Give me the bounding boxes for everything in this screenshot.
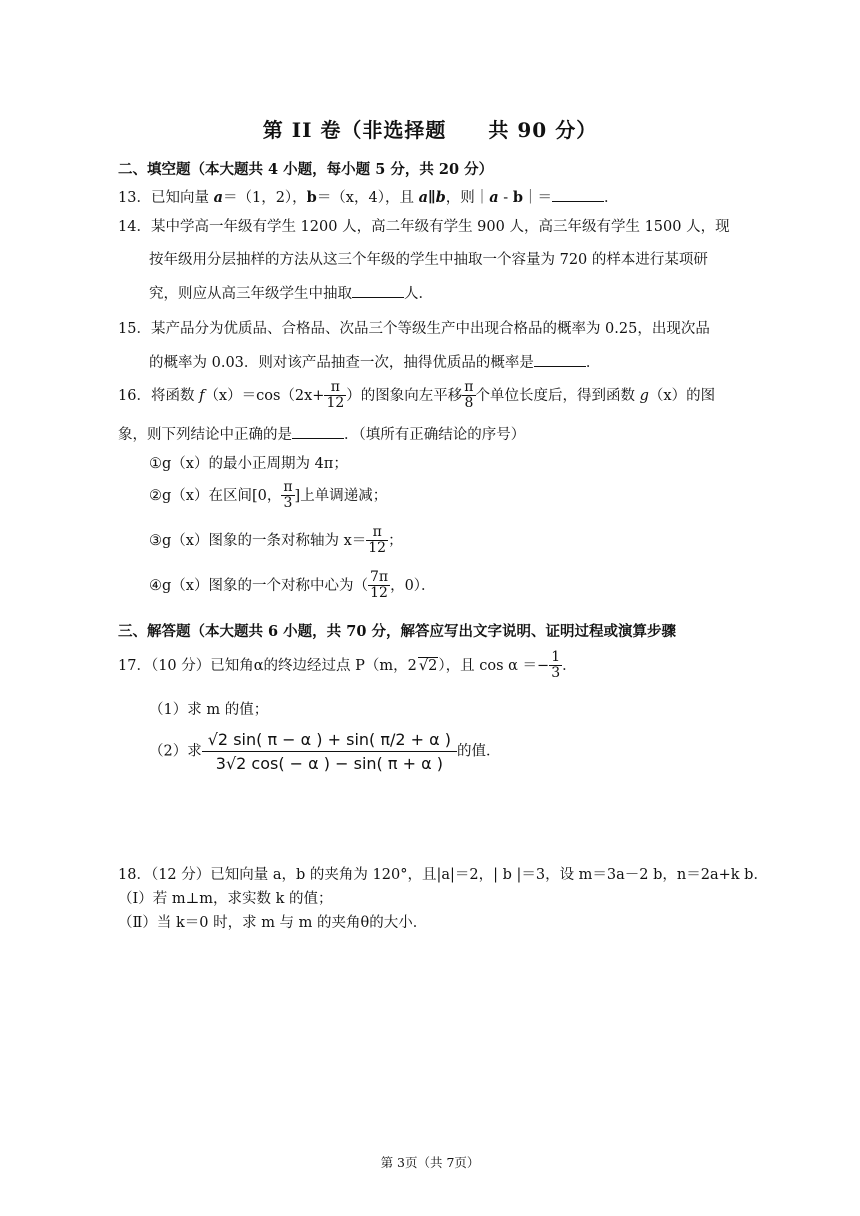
q16-frac1-num: π <box>324 380 346 396</box>
q17-expression <box>202 728 457 775</box>
q13-answer-blank[interactable] <box>552 187 604 202</box>
page-footer: 第 3页（共 7页） <box>380 1155 480 1170</box>
q16-opt2b: ]上单调递减； <box>294 487 388 504</box>
q16-opt2-frac <box>281 480 294 512</box>
q16-p4: 个单位长度后，得到函数 <box>475 387 640 404</box>
q17-expression-denominator: 3√2 cos( − α ) − sin( π + α ) <box>215 754 443 773</box>
q16-g: g <box>639 387 649 404</box>
question-13 <box>118 186 618 207</box>
q17-sqrt-value: 2 <box>428 657 438 674</box>
q16-opt3-den: 12 <box>368 540 387 557</box>
q17-sub1: （1）求 m 的值； <box>149 702 269 718</box>
q16-opt3a: ③g（x）图象的一条对称轴为 x＝ <box>149 532 367 549</box>
q15-answer-blank[interactable] <box>534 352 586 367</box>
q16-opt3-frac <box>366 525 388 557</box>
q13-prefix: 13．已知向量 <box>118 190 214 206</box>
q13-b: b <box>512 189 523 206</box>
q13-tail: ｜＝ <box>522 190 552 206</box>
q13-vector-a: a <box>213 189 223 206</box>
q16-p5: （x）的图 <box>648 387 716 404</box>
q16-opt4b: ，0）． <box>390 577 436 594</box>
q16-option4 <box>149 570 436 602</box>
q15-line2 <box>149 351 600 372</box>
q14-line2: 按年级用分层抽样的方法从这三个年级的学生中抽取一个容量为 720 的样本进行某项研 <box>149 252 708 268</box>
q16-opt2-den: 3 <box>283 495 293 512</box>
q16-opt4-frac <box>368 570 390 602</box>
q16-frac2-num: π <box>464 379 474 395</box>
q13-eq1: ＝（1，2）， <box>222 190 307 206</box>
q17-frac-den: 3 <box>551 665 561 682</box>
q17-frac <box>549 650 562 682</box>
q16-line2b: ．（填所有正确结论的序号） <box>344 427 526 443</box>
q14-line3b: 人． <box>404 286 433 302</box>
q16-opt4-den: 12 <box>370 585 388 602</box>
q17-p1: 17．（10 分）已知角α的终边经过点 P（m，2 <box>118 657 417 674</box>
q16-option3 <box>149 525 403 557</box>
q13-eq2: ＝（x，4），且 <box>316 190 419 206</box>
q18-line1: 18．（12 分）已知向量 a，b 的夹角为 120°，且|a|＝2，| b |＝3，设 m＝3a－2 b，n＝2a+k b． <box>118 867 768 883</box>
q16-line1 <box>118 380 715 412</box>
q17-sqrt: √2 <box>418 657 438 674</box>
q17-p3: ． <box>562 657 577 674</box>
q15-line2a: 的概率为 0.03．则对该产品抽查一次，抽得优质品的概率是 <box>149 355 534 371</box>
q14-answer-blank[interactable] <box>352 283 404 298</box>
q13-a: a <box>489 189 499 206</box>
q17-expression-numerator: √2 sin( π − α ) + sin( π/2 + α ) <box>202 728 457 752</box>
q16-frac2-den: 8 <box>464 395 474 412</box>
q14-line3a: 究，则应从高三年级学生中抽取 <box>149 286 352 302</box>
q16-line2 <box>118 423 525 444</box>
q16-f: f <box>199 387 205 404</box>
q15-line2b: ． <box>585 355 601 371</box>
q16-answer-blank[interactable] <box>292 424 344 439</box>
q14-line3 <box>149 282 433 303</box>
section3-heading: 三、解答题（本大题共 6 小题，共 70 分，解答应写出文字说明、证明过程或演算步骤 <box>118 623 676 640</box>
q16-opt2-num: π <box>283 479 293 495</box>
q16-opt4-num: 7π <box>369 569 389 585</box>
q16-p1: 16．将函数 <box>118 387 200 404</box>
q13-end: ． <box>603 190 619 206</box>
q16-frac2 <box>462 380 475 412</box>
q16-opt3b: ； <box>388 532 403 549</box>
q16-frac1 <box>324 380 346 412</box>
q17-sub2a: （2）求 <box>149 743 202 760</box>
q13-parallel: a∥b <box>418 189 446 206</box>
q13-then: ，则｜ <box>445 190 490 206</box>
q16-p2: （x）＝cos（2x+ <box>204 387 325 404</box>
q17-line1 <box>118 650 577 682</box>
q16-p3: ）的图象向左平移 <box>346 387 463 404</box>
q17-frac-num: 1 <box>551 649 561 665</box>
q16-opt4a: ④g（x）图象的一个对称中心为（ <box>149 577 368 594</box>
q17-p2: ），且 cos α ＝− <box>438 657 550 674</box>
q15-line1: 15．某产品分为优质品、合格品、次品三个等级生产中出现合格品的概率为 0.25，出现次品 <box>118 321 710 337</box>
q16-option1: ①g（x）的最小正周期为 4π； <box>149 456 348 472</box>
section2-heading: 二、填空题（本大题共 4 小题，每小题 5 分，共 20 分） <box>118 161 494 178</box>
q16-line2a: 象，则下列结论中正确的是 <box>118 427 292 443</box>
q16-opt2a: ②g（x）在区间[0， <box>149 487 282 504</box>
q16-opt3-num: π <box>366 525 388 541</box>
page-title: 第 II 卷（非选择题 共 90 分） <box>262 118 598 142</box>
q14-line1: 14．某中学高一年级有学生 1200 人，高二年级有学生 900 人，高三年级有学生 1500 人，现 <box>118 219 730 235</box>
q16-option2 <box>149 480 387 512</box>
q18-line2: （Ⅰ）若 m⊥m，求实数 k 的值； <box>118 891 333 907</box>
q17-sub2 <box>149 728 501 775</box>
q16-frac1-den: 12 <box>326 395 345 412</box>
q17-sub2b: 的值． <box>457 743 501 760</box>
q13-vector-b: b <box>306 189 317 206</box>
q18-line3: （Ⅱ）当 k＝0 时，求 m 与 m 的夹角θ的大小． <box>118 915 428 931</box>
q13-minus: - <box>498 190 513 206</box>
